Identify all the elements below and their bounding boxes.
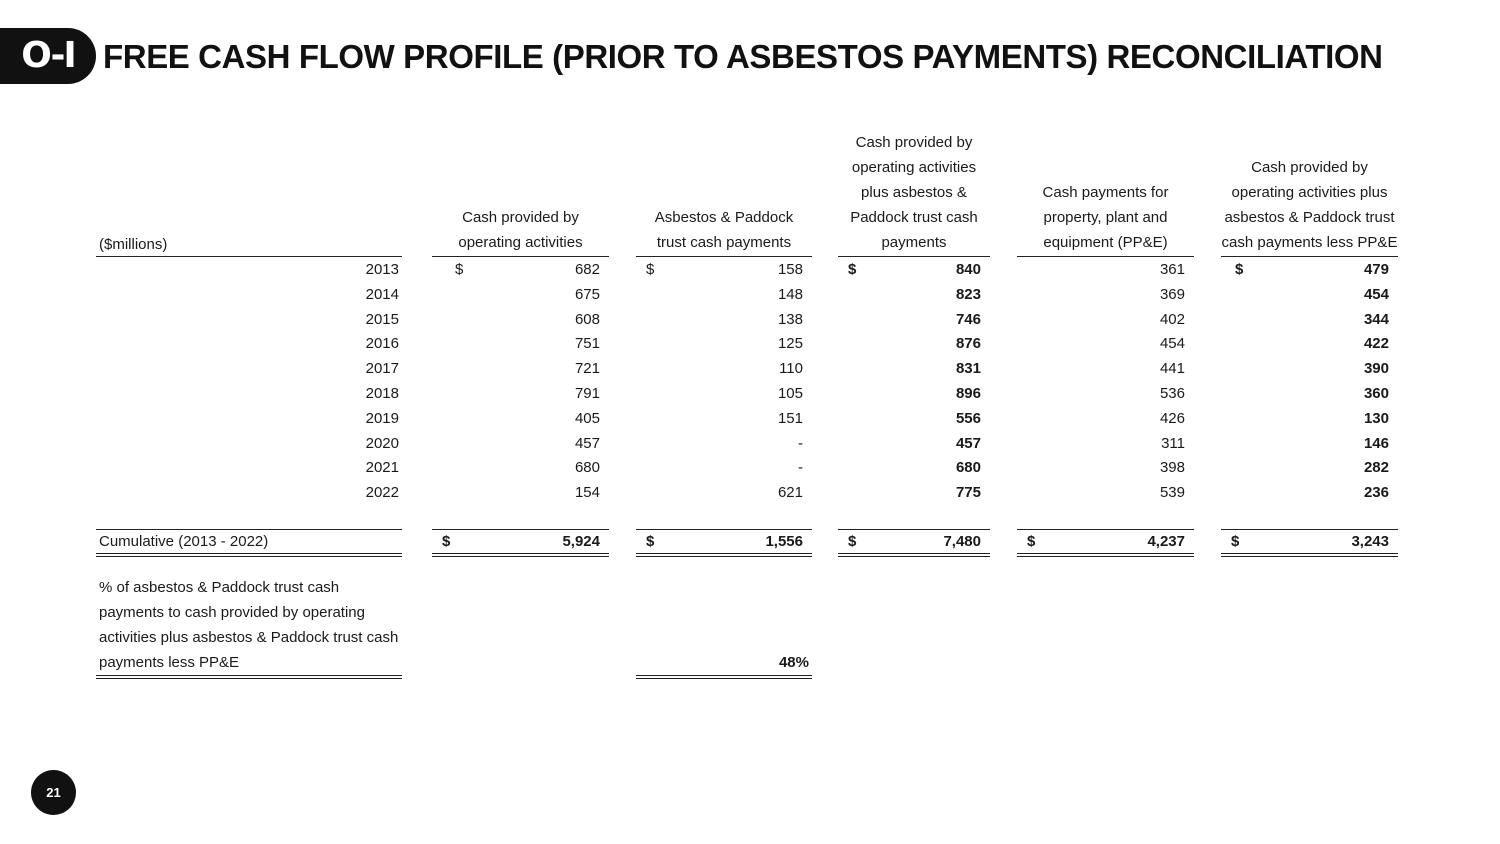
table-cell: 479: [1363, 261, 1389, 278]
table-cell: 146: [1363, 434, 1389, 452]
row-year: 2020: [365, 434, 399, 452]
table-cell: 138: [777, 310, 803, 328]
table-cell: 158: [777, 261, 803, 278]
row-year: 2019: [365, 409, 399, 427]
table-cell: 621: [777, 484, 803, 502]
currency-symbol: $: [848, 261, 857, 278]
table-cell: 536: [1159, 385, 1185, 402]
table-cell: 539: [1159, 484, 1185, 502]
currency-symbol: $: [455, 261, 464, 278]
table-cell: 791: [574, 385, 600, 402]
percent-row-double-rule: [636, 675, 812, 679]
table-cell: 422: [1363, 335, 1389, 353]
table-cell: 311: [1161, 434, 1185, 452]
page-number: 21: [31, 770, 76, 815]
cumulative-value: 3,243: [1351, 533, 1389, 550]
table-cell: -: [798, 459, 803, 477]
table-cell: 457: [955, 434, 981, 452]
currency-symbol: $: [646, 261, 655, 278]
table-cell: 721: [574, 360, 600, 378]
unit-label: ($millions): [99, 236, 168, 253]
row-year: 2014: [365, 285, 399, 303]
table-cell: 148: [777, 285, 803, 303]
table-cell: 110: [779, 360, 803, 378]
row-year: 2016: [365, 335, 399, 353]
row-year: 2015: [365, 310, 399, 328]
table-cell: 608: [574, 310, 600, 328]
column-header: Cash provided by operating activities plus asbestos & Paddock trust cash payments: [850, 134, 978, 251]
table-cell: 236: [1363, 484, 1389, 502]
table-cell: 675: [574, 285, 600, 303]
table-cell: 751: [574, 335, 600, 353]
table-cell: 896: [955, 385, 981, 402]
column-header: Cash provided by operating activities: [458, 209, 583, 251]
table-cell: 360: [1363, 385, 1389, 402]
table-cell: 840: [955, 261, 981, 278]
column-header: Asbestos & Paddock trust cash payments: [654, 209, 794, 251]
row-year: 2021: [365, 459, 399, 477]
currency-symbol: $: [442, 533, 451, 550]
table-cell: 398: [1159, 459, 1185, 477]
cumulative-label: Cumulative (2013 - 2022): [99, 533, 269, 550]
table-cell: 125: [777, 335, 803, 353]
company-logo: O-I: [21, 35, 75, 76]
table-cell: 130: [1363, 409, 1389, 427]
table-cell: 151: [777, 409, 803, 427]
column-header: Cash payments for property, plant and equipment (PP&E): [1042, 184, 1169, 251]
percent-row-label: payments less PP&E: [99, 654, 240, 671]
cumulative-value: 7,480: [943, 533, 981, 550]
table-cell: 680: [955, 459, 981, 477]
percent-row-double-rule: [96, 675, 402, 679]
table-cell: 441: [1159, 360, 1185, 378]
table-cell: 831: [955, 360, 981, 378]
currency-symbol: $: [1235, 261, 1244, 278]
table-cell: 344: [1363, 310, 1389, 328]
table-cell: 282: [1363, 459, 1389, 477]
currency-symbol: $: [1027, 533, 1036, 550]
currency-symbol: $: [848, 533, 857, 550]
table-cell: 556: [955, 409, 981, 427]
row-year: 2018: [365, 385, 399, 402]
cumulative-value: 4,237: [1147, 533, 1185, 550]
percent-row-label: payments to cash provided by operating: [99, 604, 365, 621]
table-cell: 457: [574, 434, 600, 452]
table-cell: 823: [955, 285, 981, 303]
percent-row-label: % of asbestos & Paddock trust cash: [99, 579, 340, 596]
percent-row-label: activities plus asbestos & Paddock trust cash: [99, 629, 399, 646]
table-cell: 454: [1363, 285, 1389, 303]
table-cell: 775: [955, 484, 981, 502]
table-cell: 876: [955, 335, 981, 353]
table-cell: 682: [574, 261, 600, 278]
table-cell: 426: [1159, 409, 1185, 427]
column-header: Cash provided by operating activities plus asbestos & Paddock trust cash payments less PP&E: [1221, 159, 1398, 251]
table-cell: 154: [574, 484, 600, 502]
cumulative-value: 5,924: [562, 533, 600, 550]
table-cell: 361: [1159, 261, 1185, 278]
row-year: 2022: [365, 484, 399, 502]
logo-tab: [0, 28, 96, 84]
cumulative-value: 1,556: [765, 533, 803, 550]
table-cell: 402: [1159, 310, 1185, 328]
row-year: 2017: [365, 360, 399, 378]
table-cell: 390: [1363, 360, 1389, 378]
table-cell: 746: [955, 310, 981, 328]
page-title: FREE CASH FLOW PROFILE (PRIOR TO ASBESTOS PAYMENTS) RECONCILIATION: [103, 38, 1383, 75]
table-cell: 405: [574, 409, 600, 427]
currency-symbol: $: [646, 533, 655, 550]
percent-row-value: 48%: [778, 654, 809, 671]
table-cell: 369: [1159, 285, 1185, 303]
table-cell: -: [798, 434, 803, 452]
row-year: 2013: [365, 261, 399, 278]
currency-symbol: $: [1231, 533, 1240, 550]
table-cell: 454: [1159, 335, 1185, 353]
table-cell: 105: [777, 385, 803, 402]
table-cell: 680: [574, 459, 600, 477]
